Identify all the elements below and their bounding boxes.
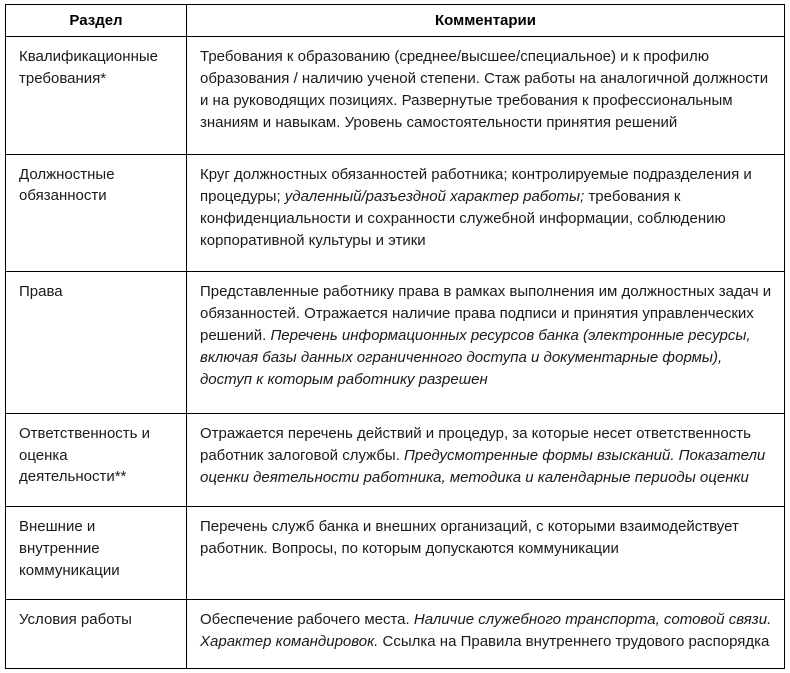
- job-description-table: [5, 4, 785, 669]
- comment-text: Требования к образованию (среднее/высшее/специальное) и к профилю образования / наличию ученой степени. Стаж работы на аналогичной должности и на руководящих позициях. Развернутые требования к профессиональным знаниям и навыкам. Уровень самостоятельности принятия решений: [200, 48, 769, 132]
- section-cell: Внешние и внутренние коммуникации: [6, 507, 187, 599]
- table-row: [6, 599, 785, 668]
- table-row: [6, 413, 785, 506]
- comment-text: Отражается перечень действий и процедур, за которые несет ответственность работник залоговой службы.: [200, 424, 751, 464]
- comment-text: Круг должностных обязанностей работника; контролируемые подразделения и процедуры;: [200, 165, 752, 205]
- comments-cell: [187, 272, 785, 414]
- comment-text: Ссылка на Правила внутреннего трудового распорядка: [382, 632, 770, 650]
- comments-cell: [187, 154, 785, 272]
- comment-text-italic: Перечень информационных ресурсов банка (электронные ресурсы, включая базы данных ограниченного доступа и документарные формы), доступ к которым работнику разрешен: [200, 327, 751, 389]
- section-cell: Должностные обязанности: [6, 154, 187, 272]
- comments-cell: [187, 507, 785, 599]
- comment-text: Обеспечение рабочего места.: [200, 610, 414, 628]
- comment-text: требования к конфиденциальности и сохранности служебной информации, соблюдению корпоративной культуры и этики: [200, 187, 726, 249]
- table-row: [6, 37, 785, 155]
- comments-cell: [187, 599, 785, 668]
- table-row: [6, 507, 785, 599]
- comment-text-italic: Предусмотренные формы взысканий. Показатели оценки деятельности работника, методика и календарные периоды оценки: [200, 446, 766, 487]
- section-cell: Квалификационные требования*: [6, 37, 187, 155]
- table-row: [6, 272, 785, 414]
- comment-text-italic: удаленный/разъездной характер работы;: [284, 187, 589, 205]
- section-cell: Ответственность и оценка деятельности**: [6, 413, 187, 506]
- table-header: [6, 5, 785, 37]
- column-header-comments: Комментарии: [187, 5, 785, 37]
- comments-cell: [187, 37, 785, 155]
- comment-text-italic: Наличие служебного транспорта, сотовой связи. Характер командировок.: [200, 610, 772, 650]
- column-header-section: Раздел: [6, 5, 187, 37]
- header-row: [6, 5, 785, 37]
- table-row: [6, 154, 785, 272]
- table-body: [6, 37, 785, 669]
- comment-text: Перечень служб банка и внешних организаций, с которыми взаимодействует работник. Вопросы, по которым допускаются коммуникации: [200, 518, 739, 558]
- section-cell: Условия работы: [6, 599, 187, 668]
- comment-text: Представленные работнику права в рамках выполнения им должностных задач и обязанностей. Отражается наличие права подписи и принятия управленческих решений.: [200, 283, 772, 345]
- section-cell: Права: [6, 272, 187, 414]
- comments-cell: [187, 413, 785, 506]
